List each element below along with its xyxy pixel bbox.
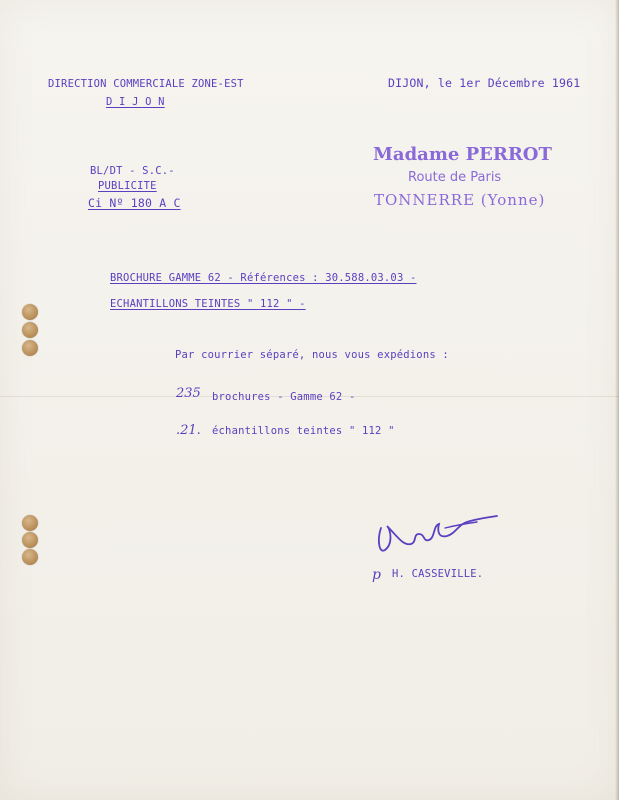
punch-hole: [22, 549, 38, 565]
signature-prefix: p: [372, 567, 381, 583]
punch-hole: [22, 322, 38, 338]
item-quantity: 235: [176, 386, 201, 401]
item-quantity: .21.: [176, 423, 201, 438]
letter-date: DIJON, le 1er Décembre 1961: [388, 76, 581, 90]
punch-hole: [22, 515, 38, 531]
subject-line-1: BROCHURE GAMME 62 - Références : 30.588.03.03 -: [110, 272, 417, 284]
item-description: échantillons teintes " 112 ": [212, 425, 395, 437]
reference-number: Ci Nº 180 A C: [88, 196, 181, 210]
subject-line-2: ECHANTILLONS TEINTES " 112 " -: [110, 298, 306, 310]
paper-edge: [615, 0, 619, 800]
reference-department: PUBLICITE: [98, 180, 157, 192]
punch-hole: [22, 532, 38, 548]
item-description: brochures - Gamme 62 -: [212, 391, 356, 403]
recipient-street: Route de Paris: [408, 170, 502, 185]
punch-hole: [22, 304, 38, 320]
city-label: D I J O N: [106, 96, 165, 108]
intro-text: Par courrier séparé, nous vous expédions :: [175, 349, 449, 361]
department-label: DIRECTION COMMERCIALE ZONE-EST: [48, 78, 244, 90]
recipient-name: Madame PERROT: [373, 144, 552, 165]
punch-hole: [22, 340, 38, 356]
signatory-name: H. CASSEVILLE.: [392, 568, 484, 580]
reference-code: BL/DT - S.C.-: [90, 165, 175, 177]
recipient-town: TONNERRE (Yonne): [374, 191, 546, 209]
